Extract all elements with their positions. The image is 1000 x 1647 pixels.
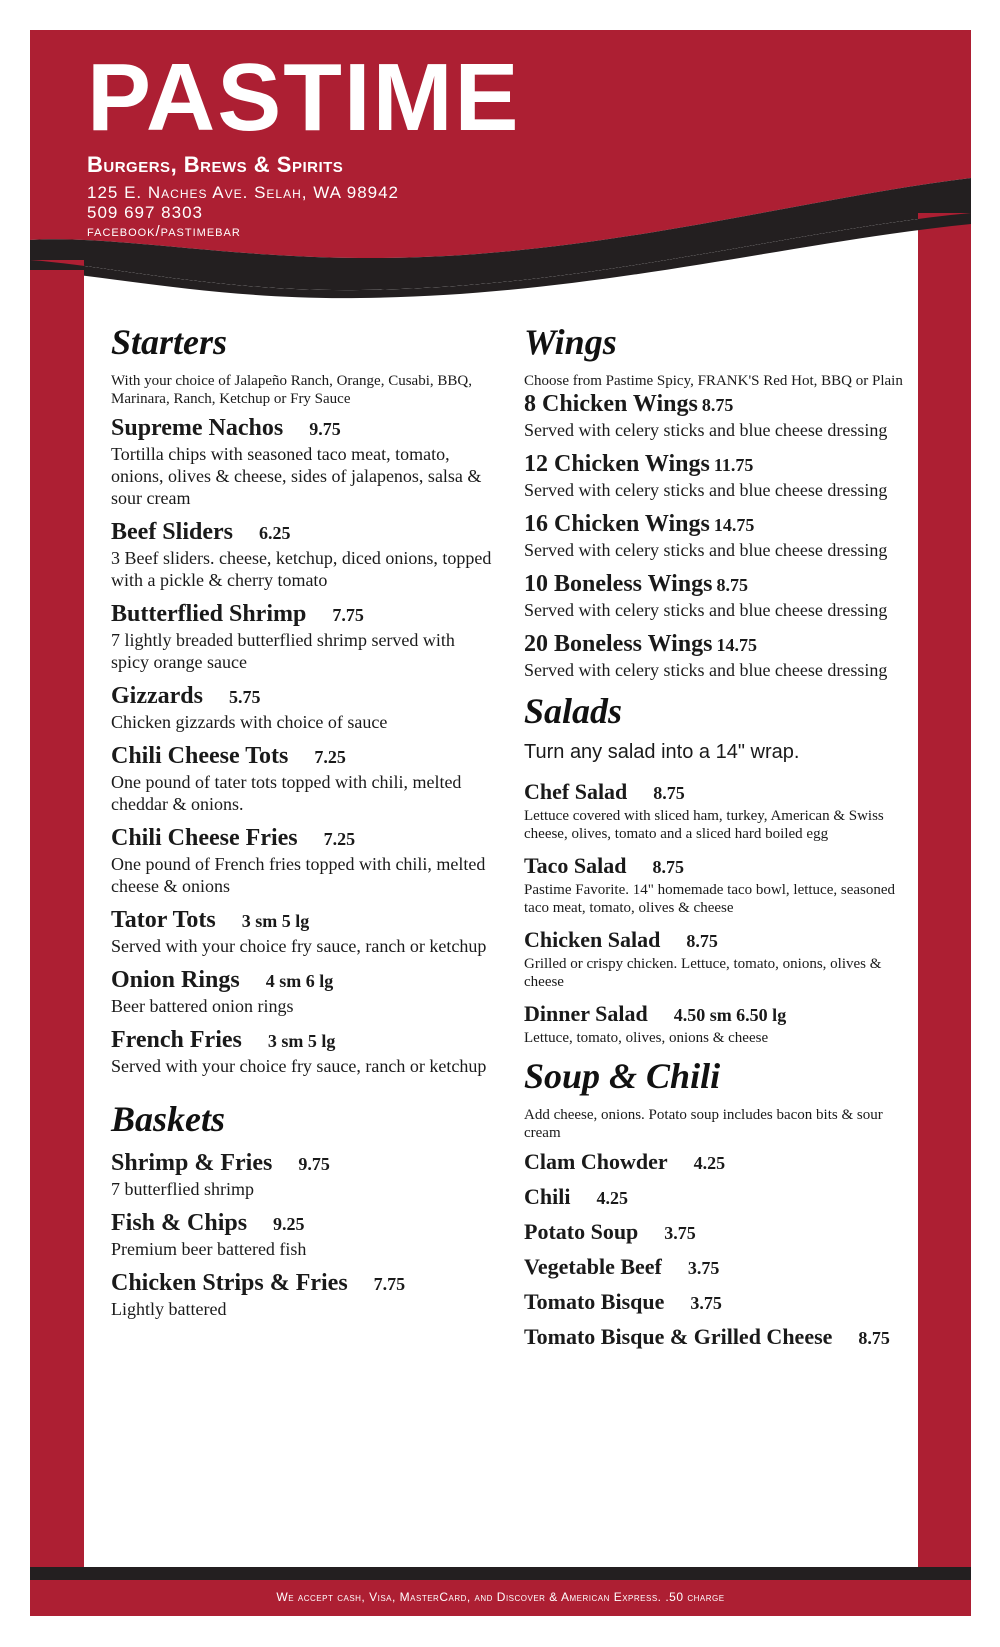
item-price: 7.75 <box>373 1274 406 1294</box>
item-description: Served with celery sticks and blue cheese dressing <box>524 660 888 680</box>
item-description: Chicken gizzards with choice of sauce <box>111 712 388 732</box>
menu-item <box>111 1149 496 1200</box>
section-note: Choose from Pastime Spicy, FRANK'S Red Hot, BBQ or Plain <box>524 373 903 389</box>
item-price: 7.75 <box>332 605 364 625</box>
item-name: Chili Cheese Tots <box>111 743 289 769</box>
section-note: Add cheese, onions. Potato soup includes bacon bits & sour cream <box>524 1107 883 1141</box>
item-price: 8.75 <box>716 575 748 595</box>
starters-section <box>111 322 496 1077</box>
item-name: Taco Salad <box>524 853 627 878</box>
item-price: 7.25 <box>314 747 346 767</box>
item-name: Dinner Salad <box>524 1001 648 1026</box>
facebook-handle: facebook/pastimebar <box>87 223 241 240</box>
section-title: Baskets <box>111 1099 226 1139</box>
phone: 509 697 8303 <box>87 203 203 222</box>
item-name: Tomato Bisque <box>524 1289 665 1314</box>
item-name: Tator Tots <box>111 907 216 933</box>
item-price: 4.50 sm 6.50 lg <box>673 1005 787 1025</box>
item-name: Clam Chowder <box>524 1149 668 1174</box>
item-description: Lightly battered <box>111 1299 227 1319</box>
item-description: Served with celery sticks and blue cheese dressing <box>524 600 888 620</box>
item-price: 9.25 <box>273 1214 305 1234</box>
menu-item <box>524 778 904 843</box>
baskets-section <box>111 1099 496 1320</box>
menu-item <box>111 682 496 733</box>
item-name: Supreme Nachos <box>111 415 284 441</box>
item-price: 7.25 <box>323 829 356 849</box>
item-price: 8.75 <box>653 783 685 803</box>
menu-item <box>524 510 904 561</box>
menu-item <box>524 1218 904 1247</box>
section-title: Wings <box>524 322 617 362</box>
item-price: 3 sm 5 lg <box>267 1031 336 1051</box>
right-column <box>524 322 904 1358</box>
item-price: 14.75 <box>713 515 755 535</box>
menu-item <box>524 1148 904 1177</box>
item-name: Chili <box>524 1184 571 1209</box>
item-price: 4 sm 6 lg <box>265 971 334 991</box>
wings-section <box>524 322 904 681</box>
menu-item <box>111 414 496 509</box>
item-price: 5.75 <box>228 687 261 707</box>
item-description: Lettuce covered with sliced ham, turkey, American & Swiss cheese, olives, tomato and a sliced hard boiled egg <box>524 808 884 842</box>
menu-item <box>524 852 904 917</box>
menu-item <box>524 1000 904 1047</box>
section-title: Salads <box>524 691 623 731</box>
menu-item <box>111 824 496 897</box>
address: 125 E. Naches Ave. Selah, WA 98942 <box>87 183 400 202</box>
item-name: Shrimp & Fries <box>111 1150 273 1176</box>
section-title: Soup & Chili <box>524 1056 721 1096</box>
item-description: Tortilla chips with seasoned taco meat, tomato, onions, olives & cheese, sides of jalapenos, salsa & sour cream <box>111 444 482 508</box>
soup-section <box>524 1056 904 1352</box>
item-price: 6.25 <box>258 523 291 543</box>
item-description: Served with celery sticks and blue cheese dressing <box>524 480 888 500</box>
item-price: 14.75 <box>716 635 757 655</box>
item-name: Beef Sliders <box>111 519 233 545</box>
item-price: 4.25 <box>596 1188 628 1208</box>
item-name: Chicken Salad <box>524 927 661 952</box>
item-description: Served with your choice fry sauce, ranch or ketchup <box>111 936 487 956</box>
menu-item <box>111 906 496 957</box>
item-description: 7 butterflied shrimp <box>111 1179 254 1199</box>
item-description: Served with celery sticks and blue cheese dressing <box>524 420 888 440</box>
item-price: 11.75 <box>713 455 754 475</box>
item-description: One pound of French fries topped with chili, melted cheese & onions <box>111 854 486 896</box>
menu-item <box>111 966 496 1017</box>
menu-item <box>524 450 904 501</box>
menu-item <box>111 1269 496 1320</box>
item-name: Chili Cheese Fries <box>111 825 298 851</box>
left-border <box>30 270 84 1570</box>
menu-item <box>111 518 496 591</box>
section-note: With your choice of Jalapeño Ranch, Orange, Cusabi, BBQ, Marinara, Ranch, Ketchup or Fry Sauce <box>111 373 472 407</box>
item-name: Chicken Strips & Fries <box>111 1270 348 1296</box>
item-name: Vegetable Beef <box>524 1254 662 1279</box>
item-description: Served with celery sticks and blue cheese dressing <box>524 540 888 560</box>
menu-item <box>524 926 904 991</box>
item-price: 8.75 <box>652 857 685 877</box>
menu-item <box>524 390 904 441</box>
item-price: 8.75 <box>686 931 718 951</box>
item-name: French Fries <box>111 1027 242 1053</box>
menu-item <box>111 1026 496 1077</box>
brand-name: PASTIME <box>87 44 521 151</box>
item-price: 3.75 <box>664 1223 696 1243</box>
item-name: Gizzards <box>111 683 203 709</box>
item-description: Served with your choice fry sauce, ranch or ketchup <box>111 1056 487 1076</box>
item-name: Butterflied Shrimp <box>111 601 307 627</box>
item-name: Potato Soup <box>524 1219 639 1244</box>
item-description: Grilled or crispy chicken. Lettuce, tomato, onions, olives & cheese <box>524 956 882 990</box>
item-name: 16 Chicken Wings <box>524 511 710 537</box>
menu-item <box>111 742 496 815</box>
item-price: 9.75 <box>298 1154 330 1174</box>
item-price: 3 sm 5 lg <box>241 911 310 931</box>
item-name: Tomato Bisque & Grilled Cheese <box>524 1324 833 1349</box>
item-price: 3.75 <box>687 1258 720 1278</box>
tagline: Burgers, Brews & Spirits <box>87 152 344 177</box>
item-description: Pastime Favorite. 14" homemade taco bowl, lettuce, seasoned taco meat, tomato, olives & cheese <box>524 882 896 916</box>
item-name: 20 Boneless Wings <box>524 631 713 657</box>
menu-item <box>524 630 904 681</box>
left-column <box>111 322 496 1329</box>
item-name: 10 Boneless Wings <box>524 571 713 597</box>
item-description: Beer battered onion rings <box>111 996 294 1016</box>
item-description: Premium beer battered fish <box>111 1239 307 1259</box>
item-price: 8.75 <box>858 1328 890 1348</box>
menu-item <box>524 1183 904 1212</box>
section-note: Turn any salad into a 14" wrap. <box>524 741 800 763</box>
item-name: Chef Salad <box>524 779 628 804</box>
salads-section <box>524 691 904 1047</box>
menu-header <box>30 30 971 300</box>
menu-item <box>524 1253 904 1282</box>
section-title: Starters <box>111 322 228 362</box>
menu-item <box>524 1288 904 1317</box>
menu-item <box>524 570 904 621</box>
footer-divider <box>30 1567 971 1580</box>
item-description: One pound of tater tots topped with chili, melted cheddar & onions. <box>111 772 462 814</box>
item-name: 8 Chicken Wings <box>524 391 698 417</box>
item-price: 4.25 <box>693 1153 726 1173</box>
item-name: Fish & Chips <box>111 1210 248 1236</box>
menu-item <box>524 1323 904 1352</box>
menu-item <box>111 600 496 673</box>
item-name: Onion Rings <box>111 967 240 993</box>
item-name: 12 Chicken Wings <box>524 451 710 477</box>
item-price: 3.75 <box>690 1293 722 1313</box>
payment-footer: We accept cash, Visa, MasterCard, and Discover & American Express. .50 charge <box>30 1580 971 1616</box>
item-price: 8.75 <box>701 395 734 415</box>
item-description: Lettuce, tomato, olives, onions & cheese <box>524 1030 769 1046</box>
item-price: 9.75 <box>309 419 341 439</box>
item-description: 3 Beef sliders. cheese, ketchup, diced onions, topped with a pickle & cherry tomato <box>111 548 492 590</box>
right-border <box>918 270 971 1570</box>
item-description: 7 lightly breaded butterflied shrimp served with spicy orange sauce <box>111 630 455 672</box>
menu-item <box>111 1209 496 1260</box>
